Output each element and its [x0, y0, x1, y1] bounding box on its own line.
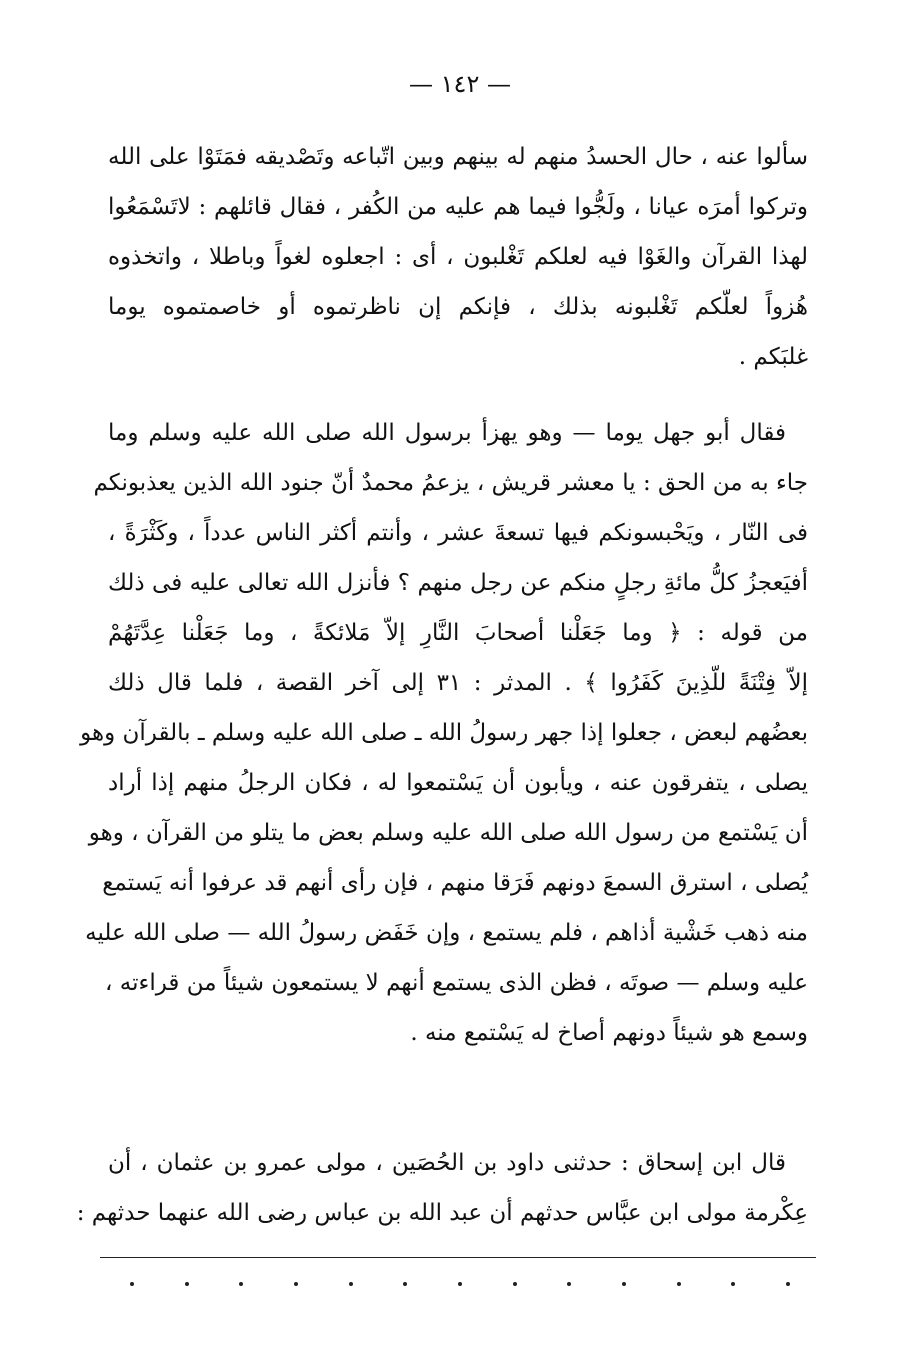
ornament-dot — [513, 1282, 517, 1286]
text-line: عِكْرمة مولى ابن عبَّاس حدثهم أن عبد الله بن عباس رضى الله عنهما حدثهم : — [76, 1200, 808, 1226]
ornament-dot — [239, 1282, 243, 1286]
ornament-dot — [130, 1282, 134, 1286]
text-line: إلاّ فِتْنَةً للّذِينَ كَفَرُوا ﴾ . المدثر : ٣١ إلى آخر القصة ، فلما قال ذلك — [108, 670, 808, 696]
text-line: وتركوا أمرَه عيانا ، ولَجُّوا فيما هم عليه من الكُفر ، فقال قائلهم : لاتَسْمَعُوا — [108, 194, 808, 220]
footer-rule — [100, 1257, 816, 1258]
text-line: قال ابن إسحاق : حدثنى داود بن الحُصَين ، مولى عمرو بن عثمان ، أن — [108, 1150, 786, 1176]
ornament-dot — [458, 1282, 462, 1286]
text-line: وسمع هو شيئاً دونهم أصاخ له يَسْتمع منه . — [410, 1020, 808, 1046]
text-line: سألوا عنه ، حال الحسدُ منهم له بينهم وبين اتّباعه وتَصْديقه فمَتَوْا على الله — [108, 144, 808, 170]
dot-ornament-row — [130, 1282, 790, 1286]
ornament-dot — [677, 1282, 681, 1286]
text-line: هُزواً لعلّكم تَغْلبونه بذلك ، فإنكم إن ناظرتموه أو خاصمتموه يوما — [108, 294, 808, 320]
text-line: من قوله : ﴿ وما جَعَلْنا أصحابَ النَّارِ إلاّ مَلائكةً ، وما جَعَلْنا عِدَّتَهُمْ — [108, 620, 808, 646]
text-line: يصلى ، يتفرقون عنه ، ويأبون أن يَسْتمعوا له ، فكان الرجلُ منهم إذا أراد — [108, 770, 808, 796]
ornament-dot — [622, 1282, 626, 1286]
text-line: منه ذهب خَشْية أذاهم ، فلم يستمع ، وإن خَفَض رسولُ الله — صلى الله عليه — [85, 920, 808, 946]
text-line: فقال أبو جهل يوما — وهو يهزأ برسول الله صلى الله عليه وسلم وما — [108, 420, 786, 446]
ornament-dot — [185, 1282, 189, 1286]
page-number: — ١٤٢ — — [409, 70, 511, 98]
text-line: أن يَسْتمع من رسول الله صلى الله عليه وسلم بعض ما يتلو من القرآن ، وهو — [88, 820, 808, 846]
text-line: لهذا القرآن والغَوْا فيه لعلكم تَغْلبون ، أى : اجعلوه لغواً وباطلا ، واتخذوه — [108, 244, 808, 270]
text-line: غلبَكم . — [738, 344, 808, 370]
paragraph-2 — [80, 408, 808, 1058]
paragraph-1 — [108, 132, 808, 382]
text-line: جاء به من الحق : يا معشر قريش ، يزعمُ محمدٌ أنّ جنود الله الذين يعذبونكم — [93, 470, 808, 496]
text-line: فى النّار ، ويَحْبسونكم فيها تسعةَ عشر ، وأنتم أكثر الناس عدداً ، وكَثْرَةً ، — [108, 520, 808, 546]
ornament-dot — [403, 1282, 407, 1286]
ornament-dot — [731, 1282, 735, 1286]
text-line: أفيَعجزُ كلُّ مائةِ رجلٍ منكم عن رجل منهم ؟ فأنزل الله تعالى عليه فى ذلك — [108, 570, 808, 596]
text-line: يُصلى ، استرق السمعَ دونهم فَرَقا منهم ، فإن رأى أنهم قد عرفوا أنه يَستمع — [102, 870, 808, 896]
ornament-dot — [349, 1282, 353, 1286]
ornament-dot — [294, 1282, 298, 1286]
paragraph-3 — [76, 1138, 808, 1238]
ornament-dot — [567, 1282, 571, 1286]
text-line: عليه وسلم — صوتَه ، فظن الذى يستمع أنهم لا يستمعون شيئاً من قراءته ، — [105, 970, 808, 996]
ornament-dot — [786, 1282, 790, 1286]
text-line: بعضُهم لبعض ، جعلوا إذا جهر رسولُ الله ـ صلى الله عليه وسلم ـ بالقرآن وهو — [80, 720, 808, 746]
